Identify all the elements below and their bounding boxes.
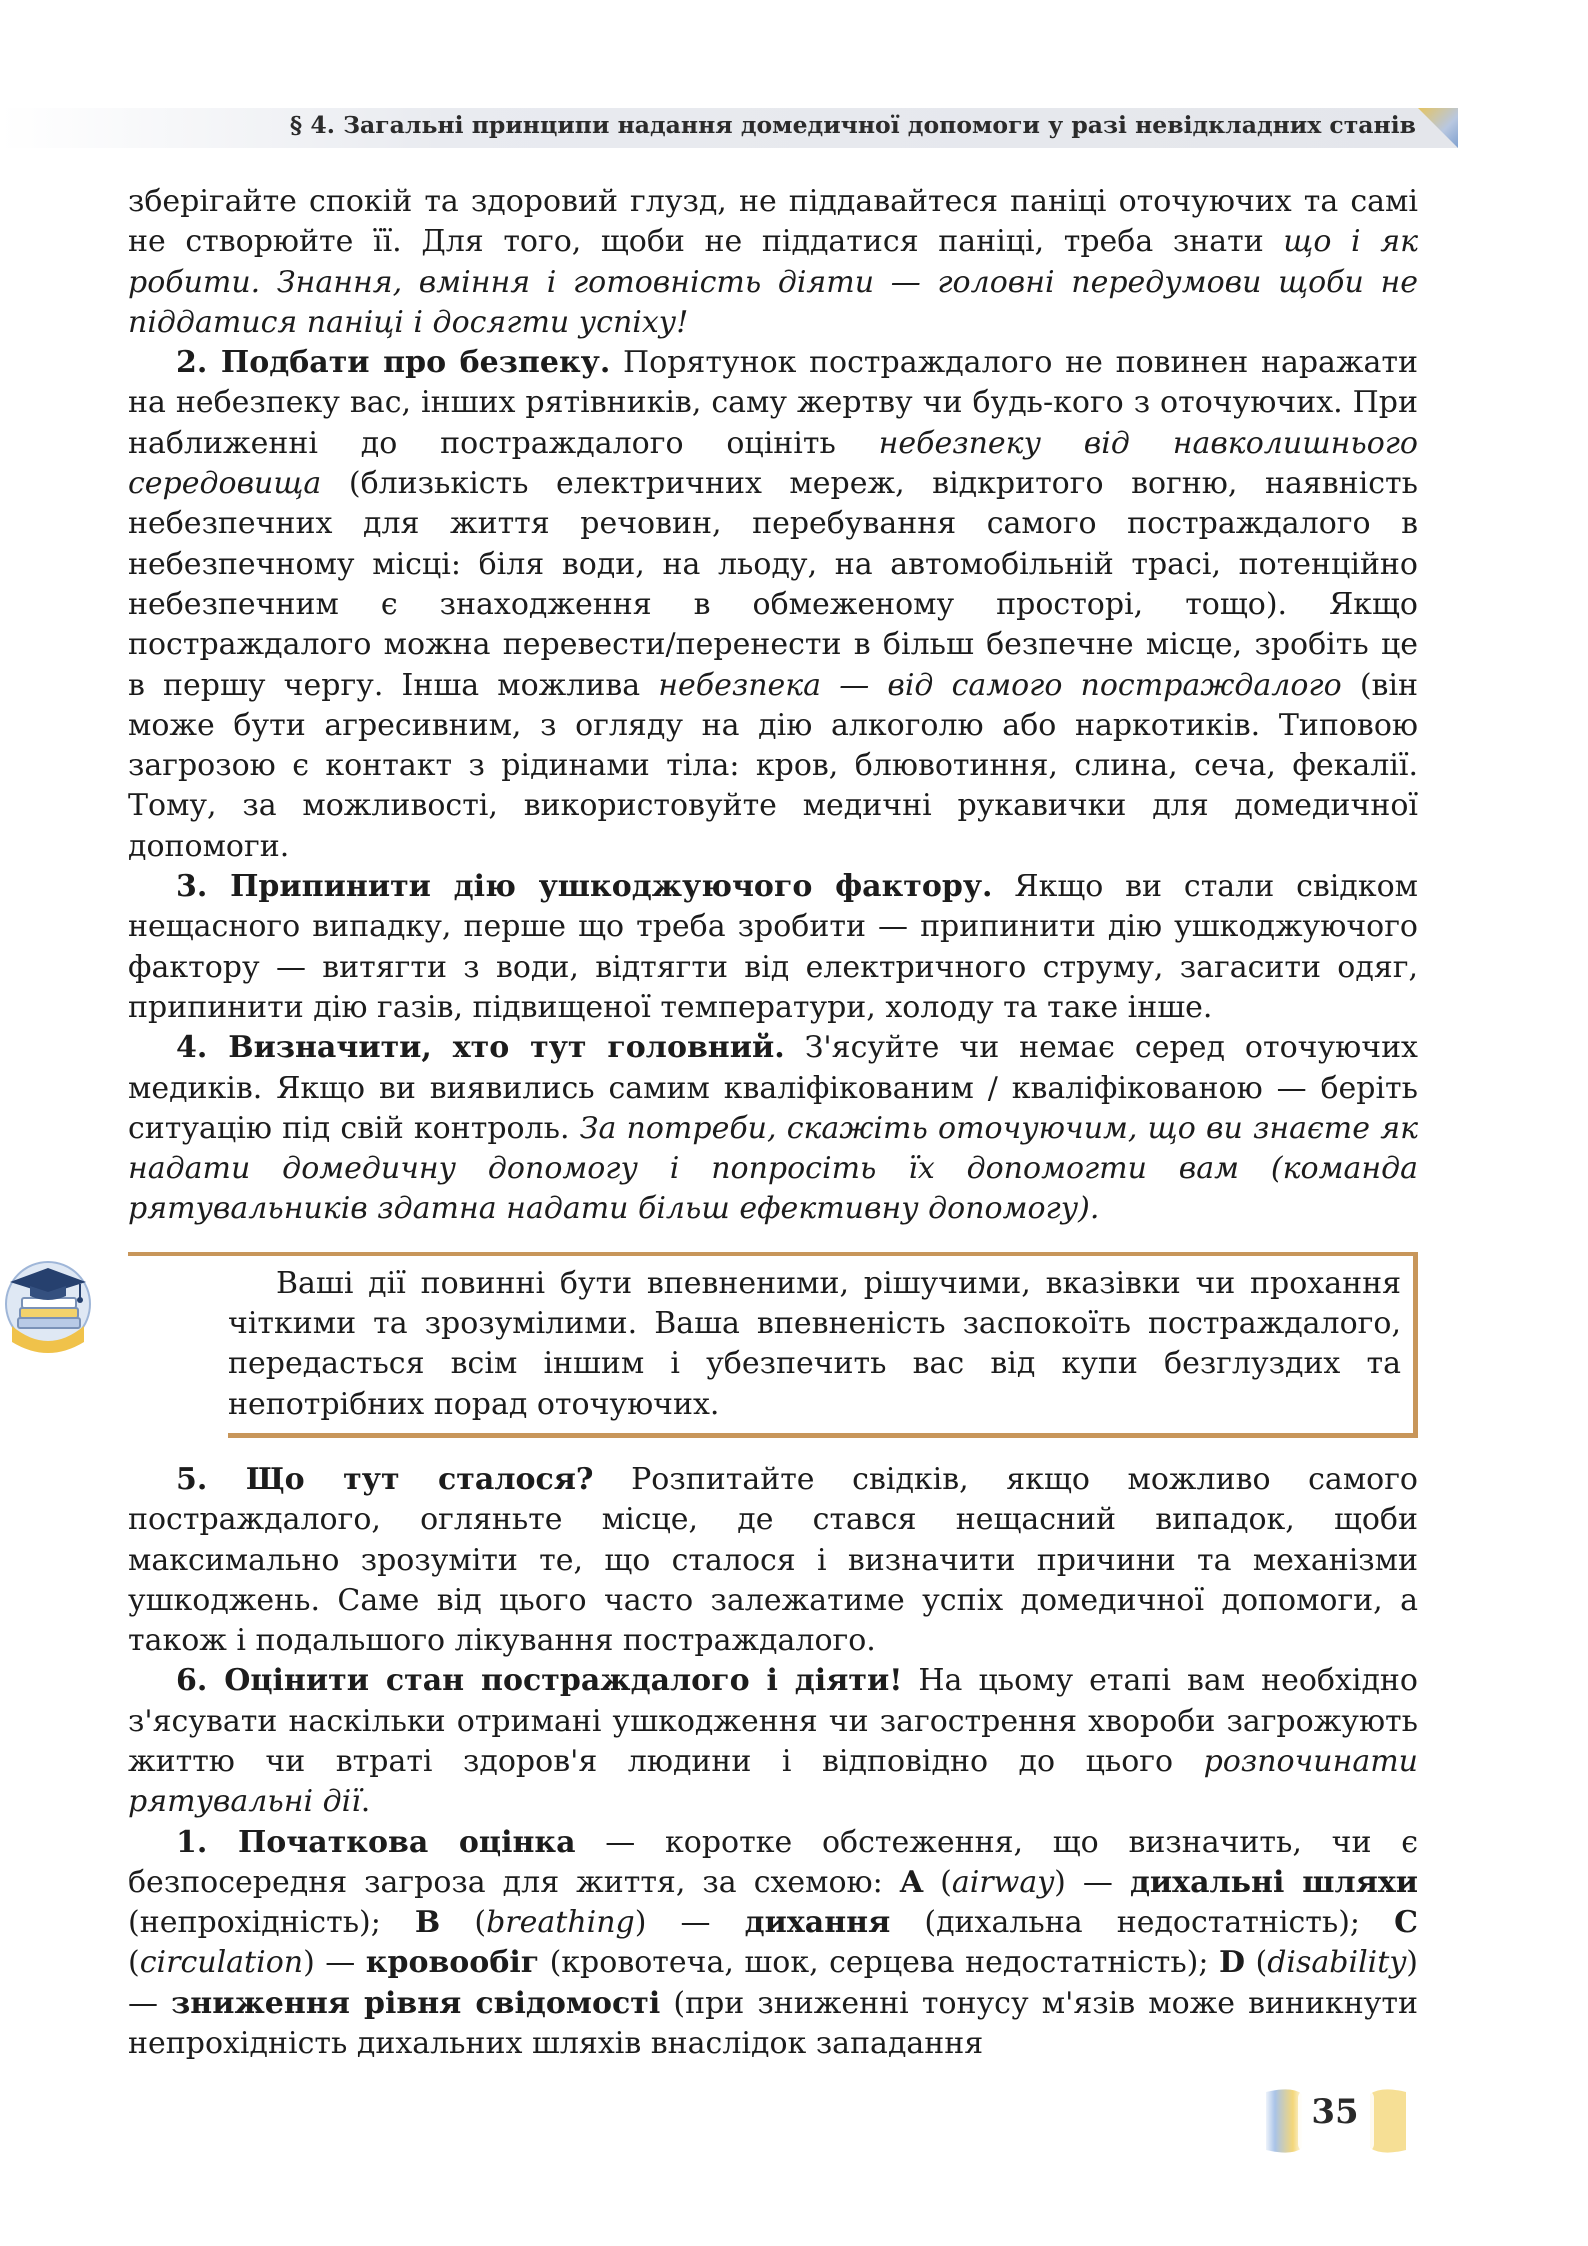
page-content bbox=[128, 182, 1418, 2064]
paragraph-initial-assessment: 1. Початкова оцінка — коротке обстеження, що визначить, чи є безпосередня загроза для життя, за схемою: A (airway) — дихальні шляхи (непрохідність); B (breathing) — дихання (дихальна недостатність); C (circulation) — кровообіг (кровотеча, шок, серцева недостатність); D (disability) — зниження рівня свідомості (при зниженні тонусу м'язів може виникнути непрохідність дихальних шляхів внаслідок западання bbox=[128, 1824, 1419, 2062]
header-corner-tab bbox=[1418, 108, 1458, 148]
paragraph-stop-factor: 3. Припинити дію ушкоджуючого фактору. Якщо ви стали свідком нещасного випадку, перше що треба зробити — припинити дію ушкоджуючого фактору — витягти з води, відтягти від електричного струму, загасити одяг, припинити дію газів, підвищеної температури, холоду та таке інше. bbox=[128, 869, 1419, 1025]
paragraph-intro: зберігайте спокій та здоровий глузд, не піддавайтеся паніці оточуючих та самі не створюйте її. Для того, щоби не піддатися паніці, треба знати що і як робити. Знання, вміння і готовність діяти — головні передумови щоби не піддатися паніці і досягти успіху! bbox=[128, 184, 1418, 340]
item-heading: 4. Визначити, хто тут головний. bbox=[176, 1030, 785, 1066]
paragraph-assess: 6. Оцінити стан постраждалого і діяти! На цьому етапі вам необхідно з'ясувати наскільки отримані ушкодження чи загострення хвороби загрожують життю чи втраті здоров'я людини і відповідно до цього розпочинати рятувальні дії. bbox=[128, 1663, 1418, 1820]
page-number: 35 bbox=[1311, 2092, 1359, 2132]
note-text: Ваші дії повинні бути впевненими, рішучими, вказівки чи прохання чіткими та зрозумілими. Ваша впевненість заспокоїть постраждалого, передасться всім іншим і убезпечить вас від купи безглуздих та непотрібних порад оточуючих. bbox=[228, 1265, 1401, 1422]
paragraph-safety: 2. Подбати про безпеку. Порятунок постраждалого не повинен наражати на небезпеку вас, інших рятівників, саму жертву чи будь-кого з оточуючих. При наближенні до постраждалого оцініть небезпеку від навколишнього середовища (близькість електричних мереж, відкритого вогню, наявність небезпечних для життя речовин, перебування самого постраждалого в небезпечному місці: біля води, на льоду, на автомобільній трасі, потенційно небезпечним є знаходження в обмеженому просторі, тощо). Якщо постраждалого можна перевести/перенести в більш безпечне місце, зробіть це в першу чергу. Інша можлива небезпека — від самого постраждалого (він може бути агресивним, з огляду на дію алкоголю або наркотиків. Типовою загрозою є контакт з рідинами тіла: кров, блювотиння, слина, сеча, фекалії. Тому, за можливості, використовуйте медичні рукавички для домедичної допомоги. bbox=[128, 345, 1419, 864]
graduation-cap-books-icon bbox=[2, 1256, 94, 1366]
item-heading: 5. Що тут сталося? bbox=[176, 1461, 594, 1497]
item-heading: 2. Подбати про безпеку. bbox=[176, 345, 611, 381]
item-heading: 6. Оцінити стан постраждалого і діяти! bbox=[176, 1663, 903, 1699]
header-title: § 4. Загальні принципи надання домедичної допомоги у разі невідкладних станів bbox=[289, 111, 1416, 139]
running-header bbox=[0, 108, 1458, 148]
paragraph-what-happened: 5. Що тут сталося? Розпитайте свідків, якщо можливо самого постраждалого, огляньте місце, де стався нещасний випадок, щоби максимально зрозуміти те, що сталося і визначити причини та механізми ушкоджень. Саме від цього часто залежатиме успіх домедичної допомоги, а також і подальшого лікування постраждалого. bbox=[128, 1461, 1418, 1659]
item-heading: 3. Припинити дію ушкоджуючого фактору. bbox=[176, 869, 993, 905]
note-box bbox=[228, 1252, 1418, 1438]
page-number-badge bbox=[1262, 2084, 1410, 2158]
paragraph-leader: 4. Визначити, хто тут головний. З'ясуйте чи немає серед оточуючих медиків. Якщо ви виявились самим кваліфікованим / кваліфікованою — беріть ситуацію під свій контроль. За потреби, скажіть оточуючим, що ви знаєте як надати домедичну допомогу і попросіть їх допомогти вам (команда рятувальників здатна надати більш ефективну допомогу). bbox=[128, 1030, 1418, 1227]
